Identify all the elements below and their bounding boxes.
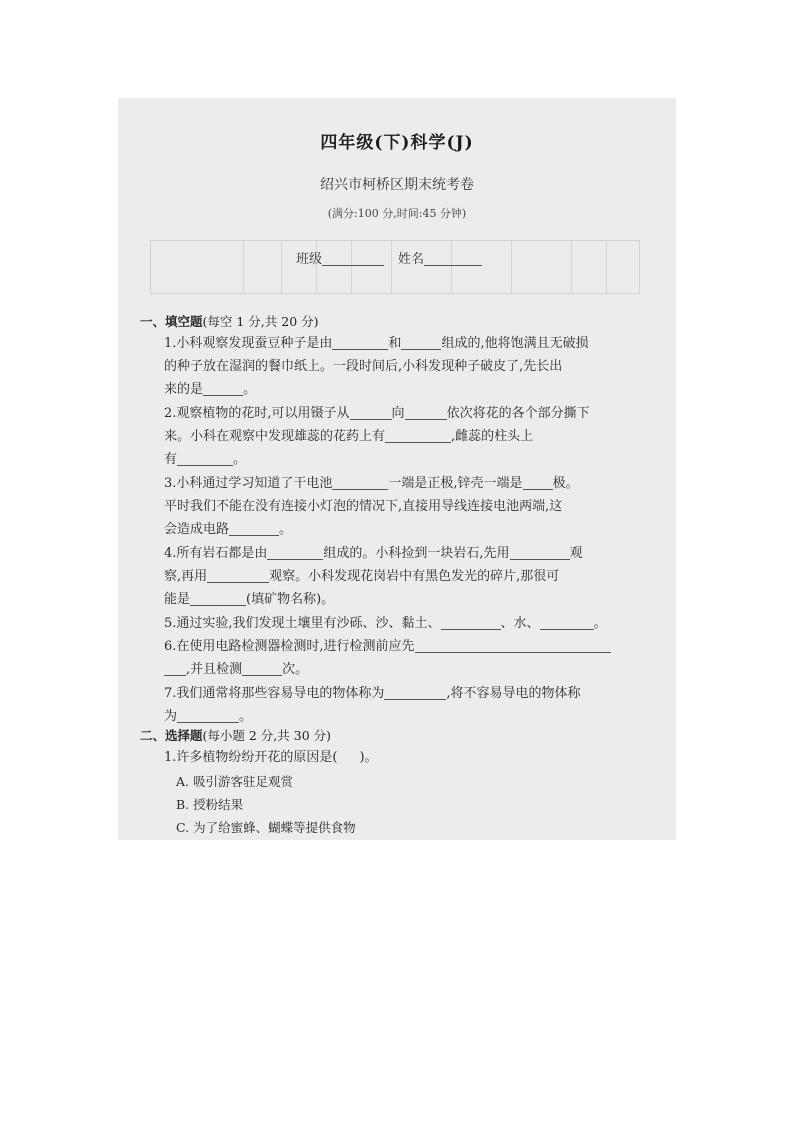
question-text: 。 xyxy=(239,709,253,724)
answer-blank[interactable] xyxy=(332,335,388,350)
answer-blank[interactable] xyxy=(441,615,501,630)
question-text: (填矿物名称)。 xyxy=(246,592,335,607)
question-text: 许多植物纷纷开花的原因是( xyxy=(176,750,338,765)
answer-blank[interactable] xyxy=(540,615,594,630)
option-c[interactable]: C. 为了给蜜蜂、蝴蝶等提供食物 xyxy=(176,820,356,835)
name-label: 姓名 xyxy=(398,252,425,267)
answer-blank[interactable] xyxy=(207,568,269,583)
section-note: (每小题 2 分,共 30 分) xyxy=(202,728,331,743)
section-title: 二、选择题 xyxy=(140,728,203,743)
question-text: )。 xyxy=(359,750,378,765)
question-text: 。 xyxy=(279,522,293,537)
question-text: 能是 xyxy=(164,592,191,607)
section-fill-blank-heading xyxy=(140,312,319,330)
question-text: 有 xyxy=(164,452,178,467)
question-text: 会造成电路 xyxy=(164,522,230,537)
question-1-7 xyxy=(164,682,634,728)
option-a[interactable]: A. 吸引游客驻足观赏 xyxy=(176,774,293,789)
question-2-1 xyxy=(164,746,634,769)
question-text: 小科观察发现蚕豆种子是由 xyxy=(176,336,333,351)
answer-blank[interactable] xyxy=(384,685,446,700)
page-title: 四年级(下)科学(J) xyxy=(320,133,474,153)
question-text: 我们通常将那些容易导电的物体称为 xyxy=(176,686,385,701)
option-b[interactable]: B. 授粉结果 xyxy=(176,797,244,812)
question-text: 、水、 xyxy=(500,616,540,631)
answer-blank[interactable] xyxy=(415,638,611,653)
question-text: 一端是正极,锌壳一端是 xyxy=(388,476,523,491)
question-text: 依次将花的各个部分撕下 xyxy=(446,406,590,421)
answer-blank[interactable] xyxy=(401,335,441,350)
section-choice-heading xyxy=(140,726,331,744)
question-1-5 xyxy=(164,612,634,635)
question-text: 。 xyxy=(243,382,257,397)
question-text: 向 xyxy=(391,406,405,421)
answer-blank[interactable] xyxy=(242,661,282,676)
answer-blank[interactable] xyxy=(510,545,570,560)
answer-blank[interactable] xyxy=(385,428,451,443)
question-text: 为 xyxy=(164,709,178,724)
question-text: 小科通过学习知道了干电池 xyxy=(176,476,333,491)
question-text: ,雌蕊的柱头上 xyxy=(451,429,534,444)
exam-subtitle: 绍兴市柯桥区期末统考卷 xyxy=(320,177,474,193)
question-text: 次。 xyxy=(282,662,309,677)
question-number: 4. xyxy=(164,546,177,561)
answer-blank[interactable] xyxy=(229,521,279,536)
question-1-4 xyxy=(164,542,634,611)
class-blank[interactable] xyxy=(322,252,384,266)
answer-blank[interactable] xyxy=(332,475,388,490)
question-text: 极。 xyxy=(552,476,579,491)
question-text: 平时我们不能在没有连接小灯泡的情况下,直接用导线连接电池两端,这 xyxy=(164,499,563,514)
question-text: 察,再用 xyxy=(164,569,208,584)
question-1-2 xyxy=(164,402,634,471)
question-text: ,并且检测 xyxy=(186,662,243,677)
question-text: 在使用电路检测器检测时,进行检测前应先 xyxy=(176,639,415,654)
question-text: 组成的,他将饱满且无破损 xyxy=(441,336,589,351)
answer-blank[interactable] xyxy=(190,591,246,606)
class-name-line xyxy=(296,248,482,267)
answer-blank[interactable] xyxy=(405,405,447,420)
question-1-1 xyxy=(164,332,634,401)
question-1-6 xyxy=(164,635,634,681)
question-text: 来。小科在观察中发现雄蕊的花药上有 xyxy=(164,429,386,444)
answer-blank[interactable] xyxy=(203,381,243,396)
question-number: 5. xyxy=(164,616,177,631)
exam-paper xyxy=(118,98,676,840)
name-blank[interactable] xyxy=(424,252,482,266)
answer-blank[interactable] xyxy=(523,475,553,490)
question-text: 。 xyxy=(593,616,607,631)
question-text: 和 xyxy=(388,336,402,351)
section-title: 一、填空题 xyxy=(140,314,203,329)
answer-blank[interactable] xyxy=(267,545,323,560)
question-number: 7. xyxy=(164,686,177,701)
question-text: 的种子放在湿润的餐巾纸上。一段时间后,小科发现种子破皮了,先长出 xyxy=(164,359,563,374)
answer-blank[interactable] xyxy=(177,451,233,466)
question-text: 观 xyxy=(569,546,583,561)
question-text: 观察植物的花时,可以用镊子从 xyxy=(176,406,350,421)
question-number: 3. xyxy=(164,476,177,491)
question-text: ,将不容易导电的物体称 xyxy=(446,686,581,701)
question-text: 观察。小科发现花岗岩中有黑色发光的碎片,那很可 xyxy=(269,569,560,584)
question-number: 1. xyxy=(164,336,177,351)
answer-blank[interactable] xyxy=(164,661,186,676)
class-label: 班级 xyxy=(296,252,323,267)
score-info: (满分:100 分,时间:45 分钟) xyxy=(327,207,467,220)
question-number: 2. xyxy=(164,406,177,421)
answer-blank[interactable] xyxy=(177,708,239,723)
question-text: 组成的。小科捡到一块岩石,先用 xyxy=(323,546,510,561)
question-text: 所有岩石都是由 xyxy=(176,546,268,561)
question-text: 通过实验,我们发现土壤里有沙砾、沙、黏土、 xyxy=(176,616,441,631)
question-1-3 xyxy=(164,472,634,541)
question-number: 6. xyxy=(164,639,177,654)
question-text: 。 xyxy=(233,452,247,467)
answer-blank[interactable] xyxy=(350,405,392,420)
question-number: 1. xyxy=(164,750,177,765)
question-text: 来的是 xyxy=(164,382,204,397)
section-note: (每空 1 分,共 20 分) xyxy=(202,314,319,329)
